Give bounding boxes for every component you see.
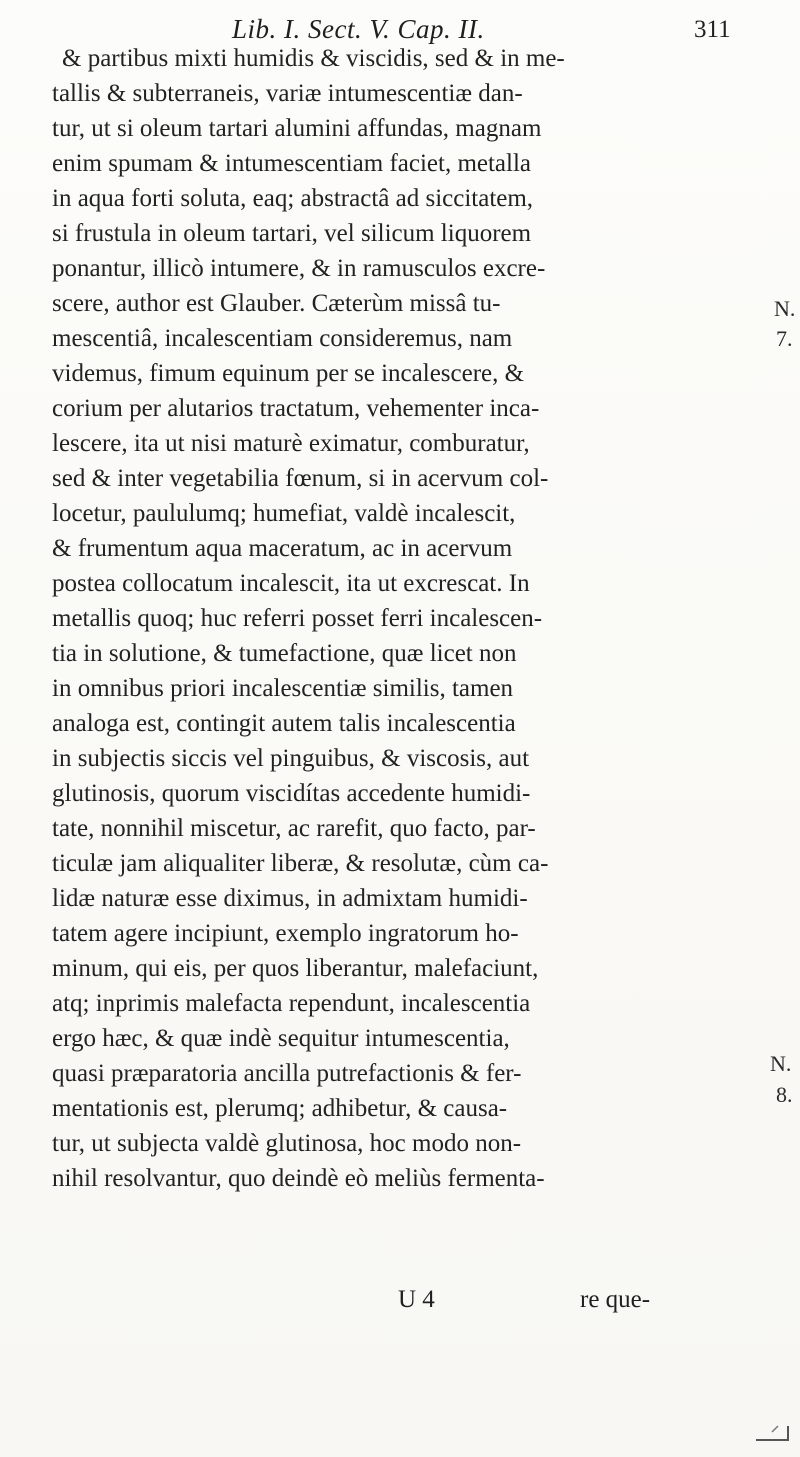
text-line: lidæ naturæ esse diximus, in admixtam humidi- <box>52 885 528 912</box>
text-line: & frumentum aqua maceratum, ac in acervum <box>52 535 513 562</box>
text-line: in aqua forti soluta, eaq; abstractâ ad siccitatem, <box>52 185 534 212</box>
text-line: ticulæ jam aliqualiter liberæ, & resolutæ, cùm ca- <box>52 850 549 877</box>
text-line: videmus, fimum equinum per se incalescere, & <box>52 360 525 387</box>
text-line: scere, author est Glauber. Cæterùm missâ tu- <box>52 290 501 317</box>
text-line: minum, qui eis, per quos liberantur, malefaciunt, <box>52 955 539 982</box>
text-line: lescere, ita ut nisi maturè eximatur, comburatur, <box>52 430 530 457</box>
text-line: ponantur, illicò intumere, & in ramusculos excre- <box>52 255 546 282</box>
text-line: glutinosis, quorum viscidítas accedente humidi- <box>52 780 531 807</box>
signature-mark: U 4 <box>398 1286 435 1313</box>
catchword: re que- <box>580 1286 651 1313</box>
text-line: tur, ut subjecta valdè glutinosa, hoc modo non- <box>52 1130 522 1157</box>
text-line: enim spumam & intumescentiam faciet, metalla <box>52 150 532 177</box>
margin-note: N. <box>774 296 796 321</box>
page-footer <box>0 1286 800 1322</box>
text-line: sed & inter vegetabilia fœnum, si in acervum col- <box>52 465 549 492</box>
margin-note: 7. <box>776 326 793 351</box>
text-line: atq; inprimis malefacta rependunt, incalescentia <box>52 990 531 1017</box>
text-line: tallis & subterraneis, variæ intumescentiæ dan- <box>52 80 523 107</box>
page-number: 311 <box>694 16 731 43</box>
text-line: quasi præparatoria ancilla putrefactionis & fer- <box>52 1060 522 1087</box>
text-line: tia in solutione, & tumefactione, quæ licet non <box>52 640 517 667</box>
text-line: metallis quoq; huc referri posset ferri incalescen- <box>52 605 543 632</box>
text-line: & partibus mixti humidis & viscidis, sed & in me- <box>62 45 565 72</box>
running-title: Lib. I. Sect. V. Cap. II. <box>232 14 485 44</box>
text-line: in omnibus priori incalescentiæ similis, tamen <box>52 675 514 702</box>
text-line: analoga est, contingit autem talis incalescentia <box>52 710 516 737</box>
text-line: tatem agere incipiunt, exemplo ingratorum ho- <box>52 920 519 947</box>
text-line: corium per alutarios tractatum, vehementer inca- <box>52 395 540 422</box>
margin-note: N. <box>770 1051 792 1076</box>
text-line: locetur, paululumq; humefiat, valdè incalescit, <box>52 500 516 527</box>
text-line: tate, nonnihil miscetur, ac rarefit, quo facto, par- <box>52 815 536 842</box>
text-line: mescentiâ, incalescentiam consideremus, nam <box>52 325 513 352</box>
corner-mark-icon <box>752 1420 792 1444</box>
text-line: si frustula in oleum tartari, vel silicum liquorem <box>52 220 532 247</box>
text-line: postea collocatum incalescit, ita ut excrescat. In <box>52 570 530 597</box>
text-line: ergo hæc, & quæ indè sequitur intumescentia, <box>52 1025 510 1052</box>
text-line: tur, ut si oleum tartari alumini affundas, magnam <box>52 115 542 142</box>
text-line: in subjectis siccis vel pinguibus, & viscosis, aut <box>52 745 530 772</box>
text-line: mentationis est, plerumq; adhibetur, & causa- <box>52 1095 508 1122</box>
margin-note: 8. <box>776 1082 793 1107</box>
text-line: nihil resolvantur, quo deindè eò meliùs fermenta- <box>52 1165 545 1192</box>
